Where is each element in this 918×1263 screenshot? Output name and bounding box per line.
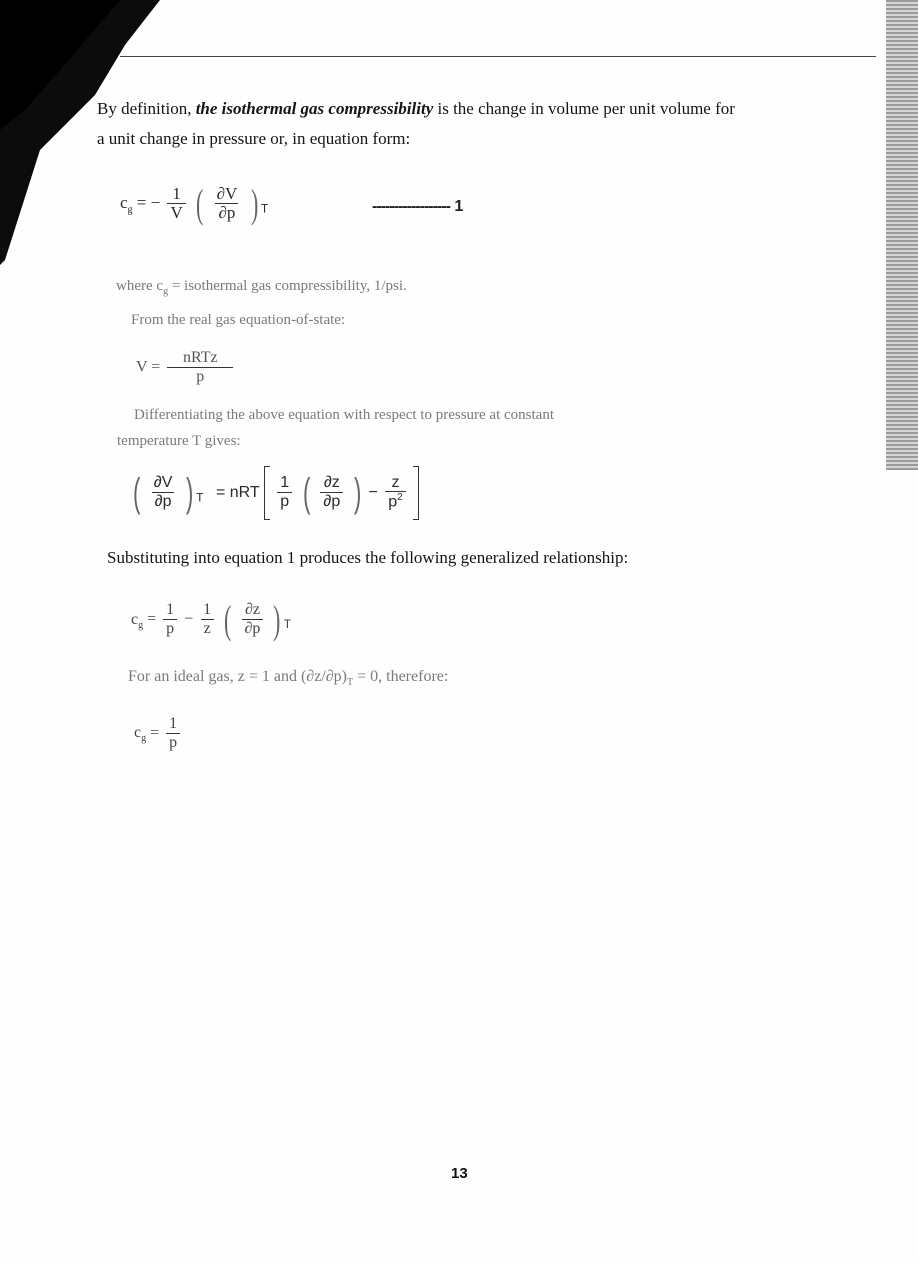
- eq1-number: 1: [454, 198, 464, 215]
- eq3-one-over-p: $\frac{1}{p}$: [277, 475, 292, 510]
- eq3-left-bracket: [264, 466, 270, 520]
- intro-term: the isothermal gas compressibility: [195, 99, 434, 118]
- intro-line-1: [97, 94, 797, 124]
- diff-line-2: temperature T gives:: [117, 433, 241, 449]
- intro-text-a: By definition,: [97, 99, 196, 118]
- equation-3: [130, 466, 419, 520]
- substituting-line: Substituting into equation 1 produces the following generalized relationship:: [107, 548, 629, 567]
- eq2-lhs: V =: [136, 358, 161, 376]
- eq4-one-over-z: $\frac{1}{z}$: [200, 602, 214, 637]
- eq4-right-paren: ): [273, 597, 281, 642]
- eq3-subscript-t: T: [196, 490, 204, 505]
- equation-4: [131, 597, 292, 642]
- eq1-subscript-t: T: [260, 201, 269, 216]
- eq3-lhs-derivative: $\frac{\partial V}{\partial p}$: [151, 475, 176, 510]
- eq3-dz-dp: $\frac{\partial z}{\partial p}$: [320, 475, 343, 510]
- differentiating-text: [117, 402, 554, 454]
- eq3-equals: = nRT: [215, 484, 260, 502]
- eq5-one-over-p: $\frac{1}{p}$: [166, 716, 180, 751]
- eq1-right-paren: ): [250, 181, 258, 226]
- eq4-subscript-t: T: [283, 616, 292, 631]
- intro-text-b: is the change in volume per unit volume for: [433, 99, 735, 118]
- eq5-equals: =: [150, 724, 160, 742]
- equation-2: [136, 350, 236, 385]
- eq1-equals: = −: [136, 192, 161, 212]
- eq5-lhs: $c_g$: [134, 724, 147, 745]
- eq1-left-paren: (: [196, 181, 204, 226]
- eq4-one-over-p: $\frac{1}{p}$: [163, 602, 177, 637]
- eq3-left-paren: (: [132, 471, 141, 515]
- from-line: From the real gas equation-of-state:: [131, 312, 346, 328]
- header-rule: [120, 56, 876, 57]
- where-line: where $c_g$ = isothermal gas compressibility, 1/psi.: [116, 278, 407, 297]
- ideal-gas-line: For an ideal gas, z = 1 and $(\partial z/\partial p)_T = 0$, therefore:: [128, 668, 449, 689]
- eq4-left-paren: (: [224, 597, 232, 642]
- eq1-one-over-v: $\frac{1}{V}$: [167, 185, 185, 223]
- eq1-derivative: $\frac{\partial V}{\partial p}$: [216, 184, 238, 223]
- eq2-fraction: $\frac{\text{nRTz}}{p}$: [167, 350, 233, 385]
- page-number: 13: [451, 1165, 468, 1182]
- eq4-dz-dp: $\frac{\partial z}{\partial p}$: [242, 602, 264, 637]
- equation-1-label: [372, 198, 463, 216]
- eq1-dashes: ------------------: [372, 198, 450, 215]
- scan-edge-right: [886, 0, 918, 470]
- eq4-lhs: $c_g$: [131, 610, 144, 631]
- eq3-z-over-p2: $\frac{z}{p^2}$: [385, 475, 405, 512]
- intro-line-2: a unit change in pressure or, in equation form:: [97, 129, 411, 148]
- diff-line-1: Differentiating the above equation with respect to pressure at constant: [134, 407, 554, 423]
- eq3-right-paren: ): [185, 471, 194, 515]
- equation-5: [134, 716, 183, 751]
- eq3-minus: −: [368, 484, 378, 502]
- eq3-inner-right-paren: ): [353, 471, 362, 515]
- eq3-right-bracket: [413, 466, 419, 520]
- eq3-inner-left-paren: (: [302, 471, 310, 515]
- eq1-lhs: $c_g$: [120, 192, 133, 216]
- intro-paragraph: [97, 94, 797, 154]
- equation-1: [120, 181, 269, 226]
- eq4-equals: =: [147, 610, 157, 628]
- eq4-minus: −: [184, 610, 194, 628]
